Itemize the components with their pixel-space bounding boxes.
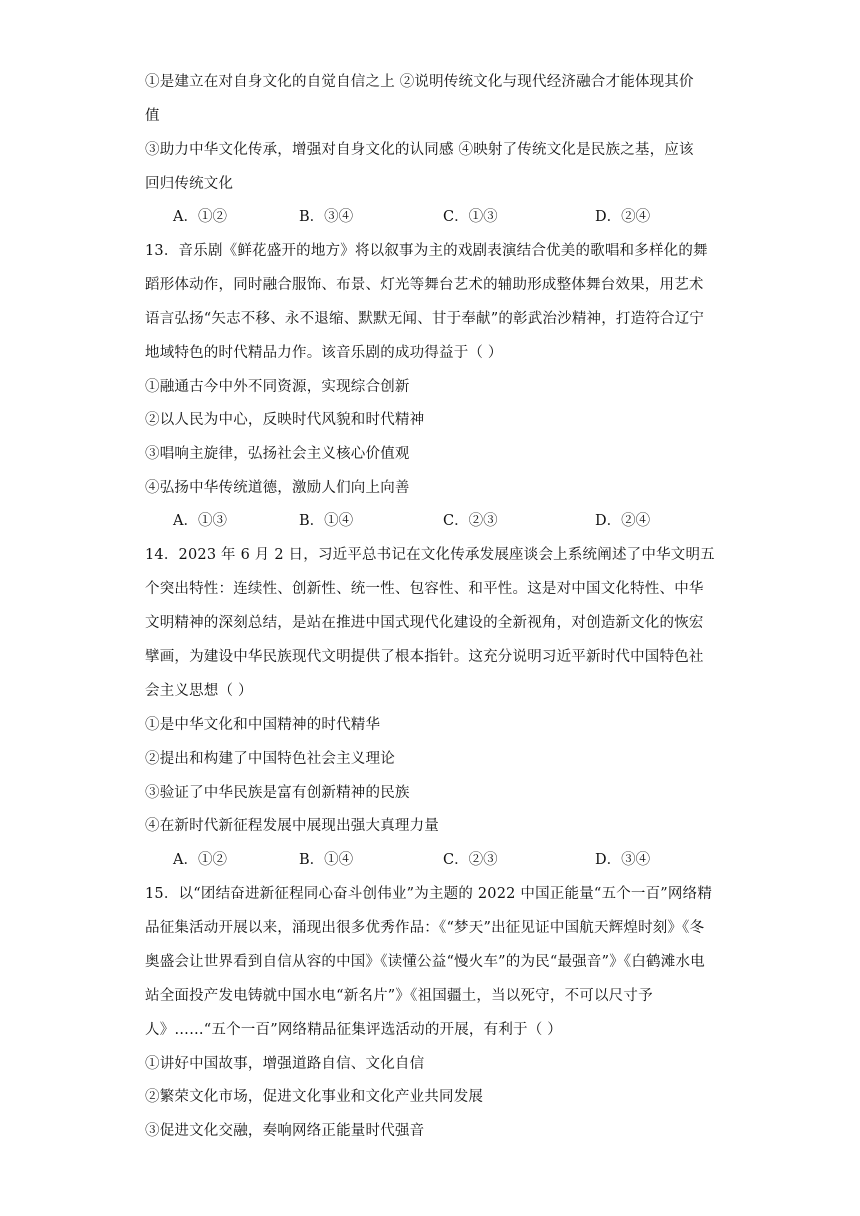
q13-text-line: 蹈形体动作，同时融合服饰、布景、灯光等舞台艺术的辅助形成整体舞台效果，用艺术 — [145, 277, 704, 293]
option-c: C．①③ — [443, 209, 498, 225]
q12-statement-line: 回归传统文化 — [145, 176, 234, 192]
q14-text-line: 14．2023 年 6 月 2 日，习近平总书记在文化传承发展座谈会上系统阐述了中华文明五 — [145, 547, 715, 563]
q12-statement-line: ③助力中华文化传承，增强对自身文化的认同感 ④映射了传统文化是民族之基，应该 — [145, 142, 694, 158]
q13-text-line: 语言弘扬“矢志不移、永不退缩、默默无闻、甘于奉献”的彰武治沙精神，打造符合辽宁 — [145, 311, 705, 327]
q14-statement: ③验证了中华民族是富有创新精神的民族 — [145, 785, 410, 801]
q13-statement: ④弘扬中华传统道德，激励人们向上向善 — [145, 480, 410, 496]
option-c: C．②③ — [443, 852, 498, 868]
q15-text-line: 站全面投产发电铸就中国水电“新名片”》《祖国疆土，当以死守，不可以尺寸予 — [145, 988, 653, 1004]
q15-text-line: 15．以“团结奋进新征程同心奋斗创伟业”为主题的 2022 中国正能量“五个一百”网络精 — [145, 886, 713, 902]
q12-statement-line: 值 — [145, 108, 160, 124]
q13-statement: ①融通古今中外不同资源，实现综合创新 — [145, 379, 410, 395]
q13-text-line: 13．音乐剧《鲜花盛开的地方》将以叙事为主的戏剧表演结合优美的歌唱和多样化的舞 — [145, 243, 708, 259]
q14-statement: ④在新时代新征程发展中展现出强大真理力量 — [145, 818, 439, 834]
option-d: D．②④ — [595, 209, 651, 225]
option-a: A．①② — [173, 852, 227, 868]
option-a: A．①② — [173, 209, 227, 225]
q15-statement: ②繁荣文化市场，促进文化事业和文化产业共同发展 — [145, 1089, 484, 1105]
option-b: B．①④ — [299, 852, 354, 868]
option-a: A．①③ — [173, 513, 227, 529]
q14-text-line: 会主义思想（ ） — [145, 683, 253, 699]
q14-text-line: 文明精神的深刻总结，是站在推进中国式现代化建设的全新视角，对创造新文化的恢宏 — [145, 615, 704, 631]
q13-statement: ③唱响主旋律，弘扬社会主义核心价值观 — [145, 446, 410, 462]
q14-text-line: 擘画，为建设中华民族现代文明提供了根本指针。这充分说明习近平新时代中国特色社 — [145, 649, 704, 665]
q15-text-line: 奥盛会让世界看到自信从容的中国》《读懂公益“慢火车”的为民“最强音”》《白鹤滩水电 — [145, 954, 705, 970]
q15-statement: ①讲好中国故事，增强道路自信、文化自信 — [145, 1056, 425, 1072]
q15-text-line: 品征集活动开展以来，涌现出很多优秀作品：《“梦天”出征见证中国航天辉煌时刻》《冬 — [145, 920, 705, 936]
q14-statement: ①是中华文化和中国精神的时代精华 — [145, 717, 381, 733]
option-b: B．③④ — [299, 209, 354, 225]
option-b: B．①④ — [299, 513, 354, 529]
option-c: C．②③ — [443, 513, 498, 529]
q13-statement: ②以人民为中心，反映时代风貌和时代精神 — [145, 412, 425, 428]
option-d: D．③④ — [595, 852, 651, 868]
q14-statement: ②提出和构建了中国特色社会主义理论 — [145, 751, 395, 767]
q15-text-line: 人》……“五个一百”网络精品征集评选活动的开展，有利于（ ） — [145, 1022, 562, 1038]
q12-statement-line: ①是建立在对自身文化的自觉自信之上 ②说明传统文化与现代经济融合才能体现其价 — [145, 74, 694, 90]
q15-statement: ③促进文化交融，奏响网络正能量时代强音 — [145, 1123, 425, 1139]
q14-text-line: 个突出特性：连续性、创新性、统一性、包容性、和平性。这是对中国文化特性、中华 — [145, 581, 704, 597]
option-d: D．②④ — [595, 513, 651, 529]
q13-text-line: 地域特色的时代精品力作。该音乐剧的成功得益于（ ） — [145, 345, 503, 361]
